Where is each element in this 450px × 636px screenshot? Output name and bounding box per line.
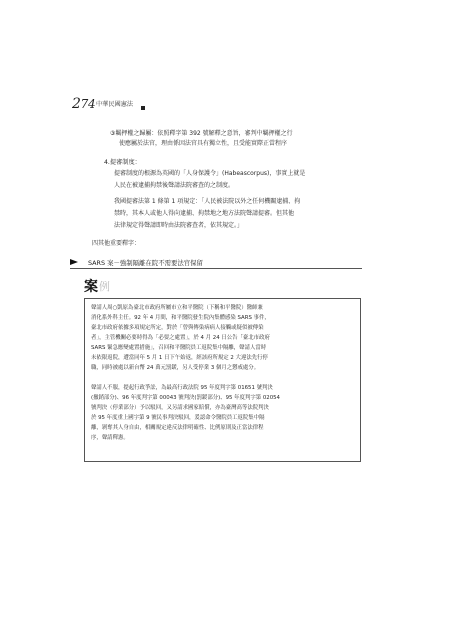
case-para-1-line-6: 未依限返院，遭當同年 5 月 1 日下午始返，經該府所規定 2 大違法先行停	[91, 355, 268, 361]
case-para-2-line-3: 號判決（停業部分）予以駁回，又另請求國家賠償，亦為臺灣高等法院判決	[91, 405, 269, 411]
section-divider	[70, 268, 362, 269]
case-para-1-line-5: SARS 緊急應變處置措施」，召回和平醫院員工返院集中隔離，聲請人當時	[91, 345, 267, 351]
case-para-2-line-4: 於 95 年度重上國字第 9 號民事判決駁回，爰認命令醫院員工返院集中隔	[91, 415, 265, 421]
book-title: 中華民國憲法	[96, 101, 134, 108]
case-label: 案	[84, 279, 98, 295]
case-para-1-line-7: 職，同時被處以新台幣 24 萬元罰鍰，另人受停業 3 個月之懲戒處分。	[91, 365, 260, 371]
case-para-1-line-1: 聲請人周○凱原為臺北市政府所屬市立和平醫院（下稱和平醫院）醫師兼	[91, 305, 263, 311]
case-para-1-line-2: 消化系外科主任。92 年 4 月間，和平醫院發生院內集體感染 SARS 事件，	[91, 315, 270, 321]
header-square-mark	[141, 106, 145, 110]
case-para-1-line-3: 臺北市政府依據多項規定所定，對於「曾與傳染病病人接觸或疑似被傳染	[91, 325, 264, 331]
case-para-2-line-6: 序，聲請釋憲。	[91, 435, 129, 441]
item4-line-3: 我國提審法第 1 條第 1 項規定：「人民被法院以外之任何機關逮捕、拘	[114, 198, 301, 205]
item4-line-5: 法律規定得聲請即時由法院審查者，依其規定。」	[114, 222, 244, 229]
item4-line-2: 人民在被逮捕拘禁後聲請法院審查的之制度。	[114, 182, 235, 189]
section-title: SARS 案－強制隔離在院不需要法官保留	[88, 258, 203, 267]
case-para-1-line-4: 者」，主管機關必要時得為「必要之處置」，於 4 月 24 日公告「臺北市政府	[91, 335, 270, 341]
item4-line-1: 提審制度的根源為英國的「人身保護令」(Habeascorpus)，事實上就是	[114, 170, 306, 177]
case-para-2-line-2: (撤銷部分)、96 年度判字第 00043 號判決(罰鍰部分)、95 年度判字第 02054	[91, 395, 280, 401]
other-interpretations-note: 四其他重要釋字：	[92, 240, 141, 247]
case-para-2-line-1: 聲請人不服，提起行政爭訟，為最高行政法院 95 年度判字第 01651 號判決	[91, 385, 273, 391]
page-number: 274	[72, 96, 96, 112]
case-label-ghost: 例	[99, 280, 110, 293]
section-heading	[70, 257, 203, 267]
arrow-right-icon	[70, 258, 80, 266]
item3-line-1: ③羈押權之歸屬：依照釋字第 392 號解釋之意旨，審判中羈押權之行	[110, 130, 293, 137]
case-box	[84, 298, 361, 462]
item4-line-4: 禁時，其本人或他人得向逮捕、拘禁地之地方法院聲請提審。但其他	[114, 210, 295, 217]
item3-line-2: 使應屬於法官，理由係因法官具有獨立性，且受能實際正當程序	[119, 140, 288, 147]
item4-heading: 4.提審制度：	[104, 159, 141, 166]
case-para-2-line-5: 離，剝奪其人身自由，相關規定違反法律明確性、比例原則及正當法律程	[91, 425, 264, 431]
